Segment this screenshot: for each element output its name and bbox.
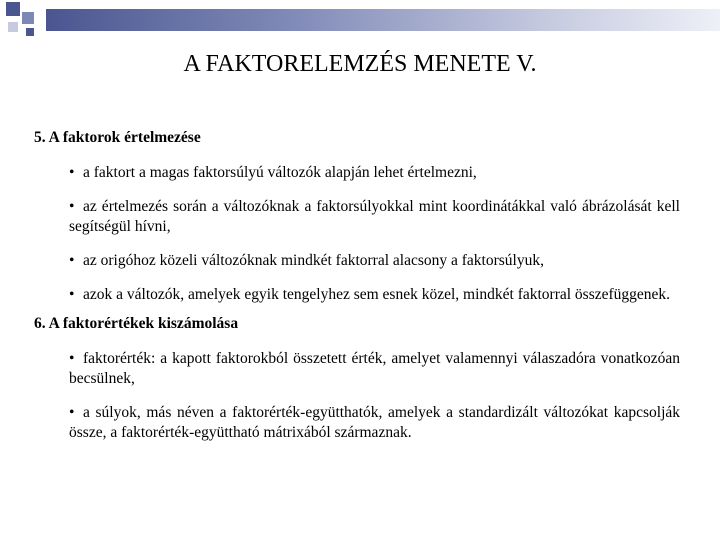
bullet-item (69, 197, 680, 237)
bullet-dot-icon: • (69, 252, 75, 269)
bullet-dot-icon: • (69, 164, 75, 181)
bullet-dot-icon: • (69, 404, 75, 421)
bullet-item (69, 163, 680, 183)
slide-content (34, 128, 680, 443)
bullet-item (69, 403, 680, 443)
decor-square-mid (22, 12, 34, 24)
section-heading-5: 5. A faktorok értelmezése (34, 129, 201, 146)
decor-square-light (8, 22, 18, 32)
bullet-dot-icon: • (69, 198, 75, 215)
decor-square-dark (6, 2, 20, 16)
bullet-dot-icon: • (69, 350, 75, 367)
bullet-item (69, 251, 680, 271)
bullet-text: a súlyok, más néven a faktorérték-együtthatók, amelyek a standardizált változókat kapcsolják össze, a faktorérték-együttható mátrixából származnak. (69, 404, 680, 441)
bullet-text: az értelmezés során a változóknak a faktorsúlyokkal mint koordinátákkal való ábrázolását kell segítségül hívni, (69, 198, 680, 235)
bullet-text: azok a változók, amelyek egyik tengelyhez sem esnek közel, mindkét faktorral összefüggenek. (83, 286, 671, 303)
bullet-text: a faktort a magas faktorsúlyú változók alapján lehet értelmezni, (83, 164, 477, 181)
bullet-text: az origóhoz közeli változóknak mindkét faktorral alacsony a faktorsúlyuk, (83, 252, 544, 269)
bullet-dot-icon: • (69, 286, 75, 303)
slide-title: A FAKTORELEMZÉS MENETE V. (183, 51, 537, 77)
bullet-item (69, 285, 680, 305)
decor-square-small (26, 28, 34, 36)
header-decoration (0, 0, 720, 40)
section-heading-6: 6. A faktorértékek kiszámolása (34, 315, 239, 332)
bullet-text: faktorérték: a kapott faktorokból összetett érték, amelyet valamennyi válaszadóra vonatkozóan becsülnek, (69, 350, 680, 387)
decor-gradient-bar (46, 9, 720, 31)
bullet-item (69, 349, 680, 389)
